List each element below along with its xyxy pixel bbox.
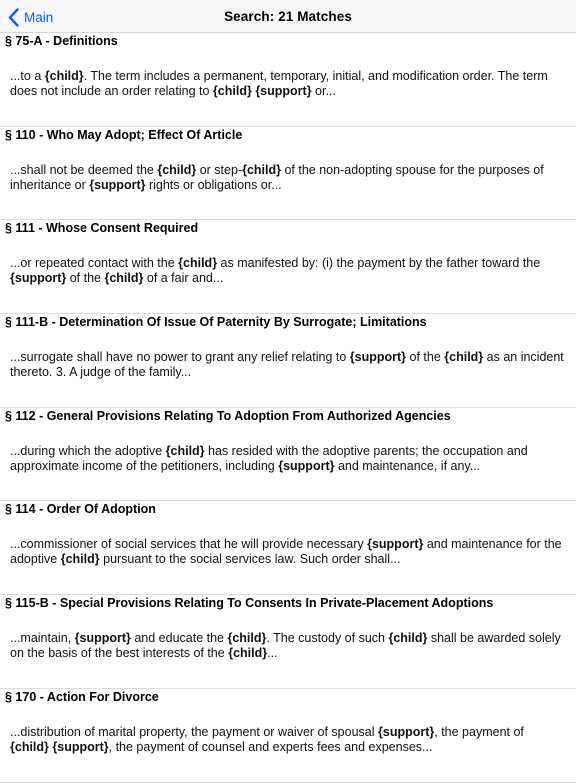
search-result-row[interactable] — [0, 33, 576, 127]
highlighted-term: {child} — [444, 350, 484, 365]
result-title: § 170 - Action For Divorce — [5, 689, 159, 704]
snippet-text: as manifested by: (i) the payment by the father toward the — [217, 256, 541, 271]
snippet-text: . The custody of such — [266, 631, 389, 646]
search-result-row[interactable] — [0, 314, 576, 408]
highlighted-term: {child} — [388, 631, 428, 646]
snippet-text: has resided with the adoptive parents; the occupation and approximate income of the petitioners, including — [10, 443, 528, 473]
highlighted-term: {support} — [52, 739, 109, 754]
highlighted-term: {child} — [44, 69, 84, 83]
highlighted-term: {support} — [255, 84, 312, 98]
snippet-text: shall be awarded solely on the basis of the best interests of the — [10, 631, 561, 661]
snippet-text: and maintenance for the adoptive — [10, 537, 562, 567]
result-snippet — [10, 537, 566, 567]
result-snippet — [10, 350, 566, 380]
snippet-text: ...surrogate shall have no power to grant any relief relating to — [10, 350, 350, 365]
result-snippet — [10, 256, 566, 286]
search-results-list — [0, 33, 576, 783]
search-result-row[interactable] — [0, 501, 576, 595]
highlighted-term: {child} — [104, 271, 144, 286]
snippet-text: , the payment of counsel and experts fees and expenses... — [108, 739, 433, 754]
search-result-row[interactable] — [0, 220, 576, 314]
snippet-text: ...to a — [10, 69, 45, 83]
highlighted-term: {support} — [278, 458, 335, 473]
snippet-text: . The term includes a permanent, temporary, initial, and modification order. The term does not include an order relating to — [10, 69, 548, 98]
snippet-text: and maintenance, if any... — [334, 458, 481, 473]
search-result-row[interactable] — [0, 408, 576, 502]
snippet-text: and educate the — [130, 631, 228, 646]
snippet-text: ...during which the adoptive — [10, 443, 166, 458]
result-title: § 115-B - Special Provisions Relating To Consents In Private-Placement Adoptions — [5, 596, 494, 611]
highlighted-term: {child} — [165, 443, 205, 458]
snippet-text: rights or obligations or... — [145, 177, 282, 192]
result-title: § 111-B - Determination Of Issue Of Paternity By Surrogate; Limitations — [5, 315, 427, 330]
result-title: § 110 - Who May Adopt; Effect Of Article — [5, 127, 243, 142]
page-title: Search: 21 Matches — [224, 9, 352, 24]
snippet-text: of the — [406, 350, 445, 365]
highlighted-term: {child} — [228, 646, 268, 661]
snippet-text: of the non-adopting spouse for the purposes of inheritance or — [10, 162, 544, 192]
result-title: § 112 - General Provisions Relating To Adoption From Authorized Agencies — [5, 408, 451, 423]
highlighted-term: {child} — [178, 256, 218, 271]
highlighted-term: {support} — [349, 350, 407, 365]
highlighted-term: {child} — [10, 739, 49, 754]
highlighted-term: {support} — [367, 537, 424, 552]
snippet-text: ...maintain, — [10, 631, 75, 646]
result-snippet — [10, 69, 566, 99]
highlighted-term: {child} — [227, 631, 267, 646]
highlighted-term: {support} — [378, 724, 435, 739]
snippet-text: ...shall not be deemed the — [10, 162, 158, 177]
snippet-text: ...distribution of marital property, the payment or waiver of spousal — [10, 724, 378, 739]
result-snippet — [10, 631, 566, 661]
search-result-row[interactable] — [0, 689, 576, 783]
search-result-row[interactable] — [0, 595, 576, 689]
highlighted-term: {child} — [212, 84, 252, 98]
result-snippet — [10, 725, 566, 755]
highlighted-term: {support} — [89, 177, 146, 192]
search-result-row[interactable] — [0, 127, 576, 221]
snippet-text: or step- — [196, 162, 243, 177]
result-snippet — [10, 444, 566, 474]
result-title: § 75-A - Definitions — [5, 34, 118, 48]
result-title: § 114 - Order Of Adoption — [5, 502, 156, 517]
snippet-text: of a fair and... — [143, 271, 224, 286]
snippet-text: ... — [267, 646, 278, 661]
snippet-text: of the — [66, 271, 105, 286]
result-snippet — [10, 163, 566, 193]
highlighted-term: {child} — [60, 552, 100, 567]
highlighted-term: {child} — [157, 162, 197, 177]
snippet-text: pursuant to the social services law. Such order shall... — [99, 552, 401, 567]
snippet-text: or... — [311, 84, 336, 98]
highlighted-term: {support} — [74, 631, 131, 646]
snippet-text: , the payment of — [434, 724, 524, 739]
back-button-label: Main — [24, 9, 54, 25]
snippet-text: ...commissioner of social services that he will provide necessary — [10, 537, 368, 552]
highlighted-term: {child} — [242, 162, 281, 177]
navigation-bar — [0, 0, 576, 33]
snippet-text: as an incident thereto. 3. A judge of the family... — [10, 350, 564, 380]
snippet-text: ...or repeated contact with the — [10, 256, 179, 271]
result-title: § 111 - Whose Consent Required — [5, 221, 199, 236]
highlighted-term: {support} — [10, 271, 67, 286]
